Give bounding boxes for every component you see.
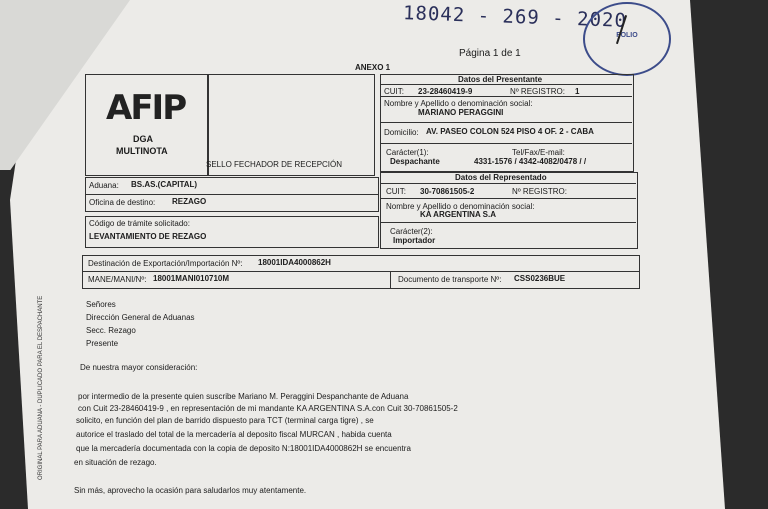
page-label: Página 1 de 1 bbox=[459, 48, 521, 59]
org-line1: DGA bbox=[133, 134, 153, 144]
destinacion-label: Destinación de Exportación/Importación Nº: bbox=[88, 259, 243, 268]
presentante-registro: 1 bbox=[575, 87, 580, 96]
addressee-line: Señores bbox=[86, 300, 116, 309]
oficina-value: REZAGO bbox=[172, 197, 207, 206]
divider bbox=[380, 183, 636, 184]
transporte-label: Documento de transporte Nº: bbox=[398, 275, 502, 284]
presentante-registro-label: Nº REGISTRO: bbox=[510, 87, 565, 96]
divider bbox=[380, 143, 632, 144]
representado-nombre-label: Nombre y Apellido o denominación social: bbox=[386, 202, 535, 211]
body-line: con Cuit 23-28460419-9 , en representación de mi mandante KA ARGENTINA S.A.con Cuit 30-70861505-2 bbox=[78, 404, 458, 413]
body-line: autorice el traslado del total de la mercadería al deposito fiscal MURCAN , habida cuenta bbox=[76, 430, 392, 439]
aduana-value: BS.AS.(CAPITAL) bbox=[131, 180, 198, 189]
presentante-nombre-label: Nombre y Apellido o denominación social: bbox=[384, 99, 533, 108]
presentante-tel-label: Tel/Fax/E-mail: bbox=[512, 148, 565, 157]
tramite-value: LEVANTAMIENTO DE REZAGO bbox=[89, 232, 207, 241]
afip-logo: AFIP bbox=[106, 88, 186, 128]
presentante-nombre: MARIANO PERAGGINI bbox=[418, 108, 504, 117]
mane-label: MANE/MANI/Nº: bbox=[88, 275, 147, 284]
presentante-cuit-label: CUIT: bbox=[384, 87, 404, 96]
anexo-label: ANEXO 1 bbox=[355, 63, 391, 72]
divider bbox=[380, 222, 636, 223]
representado-nombre: KA ARGENTINA S.A bbox=[420, 210, 496, 219]
addressee-line: Secc. Rezago bbox=[86, 326, 136, 335]
closing: Sin más, aprovecho la ocasión para saludarlos muy atentamente. bbox=[74, 486, 307, 495]
body-line: en situación de rezago. bbox=[74, 458, 157, 467]
handwritten-number: 18042 - 269 - 2020 bbox=[402, 2, 628, 32]
representado-cuit-label: CUIT: bbox=[386, 187, 406, 196]
presentante-cuit: 23-28460419-9 bbox=[418, 87, 473, 96]
oficina-label: Oficina de destino: bbox=[89, 198, 156, 207]
body-line: que la mercadería documentada con la copia de deposito N:18001IDA4000862H se encuentra bbox=[76, 444, 411, 453]
body-line: por intermedio de la presente quien suscribe Mariano M. Peraggini Despanchante de Aduana bbox=[78, 392, 409, 401]
destinacion-value: 18001IDA4000862H bbox=[258, 258, 331, 267]
addressee-line: Dirección General de Aduanas bbox=[86, 313, 195, 322]
divider bbox=[380, 122, 632, 123]
sello-label: SELLO FECHADOR DE RECEPCIÓN bbox=[206, 160, 343, 169]
presentante-caracter: Despachante bbox=[390, 157, 440, 166]
representado-registro-label: Nº REGISTRO: bbox=[512, 187, 567, 196]
divider bbox=[390, 271, 391, 288]
representado-caracter: Importador bbox=[393, 236, 436, 245]
divider bbox=[380, 198, 636, 199]
margin-note: ORIGINAL PARA ADUANA - DUPLICADO PARA EL DESPACHANTE bbox=[38, 295, 44, 480]
presentante-tel: 4331-1576 / 4342-4082/0478 / / bbox=[474, 157, 587, 166]
transporte-value: CSS0236BUE bbox=[514, 274, 566, 283]
presentante-header: Datos del Presentante bbox=[458, 75, 543, 84]
presentante-domicilio: AV. PASEO COLON 524 PISO 4 OF. 2 - CABA bbox=[426, 127, 594, 136]
mane-value: 18001MANI010710M bbox=[153, 274, 230, 283]
org-line2: MULTINOTA bbox=[116, 146, 168, 156]
presentante-caracter-label: Carácter(1): bbox=[386, 148, 429, 157]
divider bbox=[380, 96, 632, 97]
representado-caracter-label: Carácter(2): bbox=[390, 227, 433, 236]
aduana-box bbox=[85, 177, 379, 195]
divider bbox=[380, 84, 632, 85]
aduana-label: Aduana: bbox=[89, 181, 119, 190]
stamp-text: FOLIO bbox=[616, 32, 638, 39]
representado-header: Datos del Representado bbox=[455, 173, 547, 182]
body-line: solicito, en función del plan de barrido dispuesto para TCT (terminal carga tigre) , se bbox=[76, 416, 374, 425]
tramite-label: Código de trámite solicitado: bbox=[89, 219, 190, 228]
presentante-domicilio-label: Domicilio: bbox=[384, 128, 419, 137]
representado-cuit: 30-70861505-2 bbox=[420, 187, 475, 196]
addressee-line: Presente bbox=[86, 339, 119, 348]
greeting: De nuestra mayor consideración: bbox=[80, 363, 198, 372]
